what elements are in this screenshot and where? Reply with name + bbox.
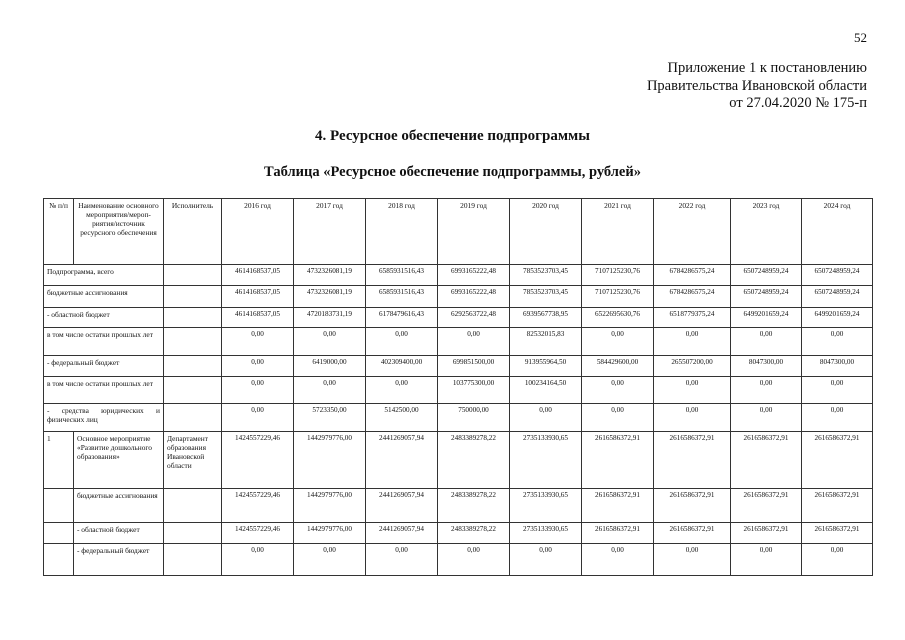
cell-value: 7853523703,45 [510,265,582,286]
table-header-row [44,199,873,265]
cell-value: 265507200,00 [654,356,731,377]
cell-value: 0,00 [366,328,438,356]
cell-value: 82532015,83 [510,328,582,356]
page-number: 52 [854,30,867,45]
cell-value: 2735133930,65 [510,523,582,544]
cell-value: 6507248959,24 [731,286,802,308]
row-executor [164,404,222,432]
cell-value: 0,00 [510,544,582,576]
cell-value: 0,00 [222,404,294,432]
cell-value: 584429600,00 [582,356,654,377]
row-executor [164,286,222,308]
cell-value: 2483389278,22 [438,523,510,544]
cell-value: 0,00 [802,544,873,576]
cell-value: 6419000,00 [294,356,366,377]
cell-value: 0,00 [222,356,294,377]
table-body [44,265,873,576]
row-executor [164,377,222,404]
event-executor: Департамент образования Ивановской области [164,432,222,489]
row-label: - областной бюджет [44,308,164,328]
row-executor [164,308,222,328]
table-row [44,377,873,404]
header-2020: 2020 год [510,199,582,265]
cell-value: 6507248959,24 [802,265,873,286]
cell-value: 5142500,00 [366,404,438,432]
header-2019: 2019 год [438,199,510,265]
cell-value: 0,00 [654,328,731,356]
cell-value: 4732326081,19 [294,286,366,308]
cell-value: 6292563722,48 [438,308,510,328]
table-row [44,432,873,489]
cell-value: 2616586372,91 [802,432,873,489]
cell-value: 8047300,00 [802,356,873,377]
cell-value: 1442979776,00 [294,432,366,489]
row-label: - федеральный бюджет [44,356,164,377]
cell-value: 0,00 [654,404,731,432]
cell-value: 0,00 [222,377,294,404]
cell-value: 6518779375,24 [654,308,731,328]
cell-value: 0,00 [731,404,802,432]
cell-value: 0,00 [510,404,582,432]
cell-value: 402309400,00 [366,356,438,377]
row-executor [164,523,222,544]
table-row [44,286,873,308]
cell-value: 5723350,00 [294,404,366,432]
cell-value: 0,00 [366,544,438,576]
table-title: Таблица «Ресурсное обеспечение подпрограммы, рублей» [264,164,641,180]
event-name: Основное мероприятие «Развитие дошкольного образования» [74,432,164,489]
resource-table [43,198,873,576]
cell-value: 1442979776,00 [294,489,366,523]
cell-value: 0,00 [731,328,802,356]
table-row [44,328,873,356]
header-2024: 2024 год [802,199,873,265]
table-row [44,544,873,576]
header-executor: Исполнитель [164,199,222,265]
cell-value: 0,00 [654,544,731,576]
cell-value: 4614168537,05 [222,308,294,328]
cell-value: 2616586372,91 [654,489,731,523]
header-2023: 2023 год [731,199,802,265]
cell-value: 2441269057,94 [366,523,438,544]
cell-value: 913955964,50 [510,356,582,377]
cell-value: 103775300,00 [438,377,510,404]
event-number: 1 [44,432,74,489]
cell-value: 0,00 [802,404,873,432]
cell-value: 2735133930,65 [510,432,582,489]
cell-value: 0,00 [802,328,873,356]
cell-value: 0,00 [438,544,510,576]
row-label: в том числе остатки прошлых лет [44,328,164,356]
empty-number [44,544,74,576]
cell-value: 0,00 [582,404,654,432]
row-executor [164,265,222,286]
cell-value: 2441269057,94 [366,432,438,489]
cell-value: 6784286575,24 [654,265,731,286]
cell-value: 4614168537,05 [222,265,294,286]
table-row [44,265,873,286]
cell-value: 2735133930,65 [510,489,582,523]
table-row [44,404,873,432]
row-label: - средства юридических и физических лиц [44,404,164,432]
cell-value: 6939567738,95 [510,308,582,328]
header-2021: 2021 год [582,199,654,265]
cell-value: 6993165222,48 [438,286,510,308]
cell-value: 0,00 [366,377,438,404]
cell-value: 1424557229,46 [222,432,294,489]
row-label: бюджетные ассигнования [44,286,164,308]
cell-value: 0,00 [222,328,294,356]
cell-value: 2616586372,91 [802,523,873,544]
cell-value: 8047300,00 [731,356,802,377]
cell-value: 0,00 [802,377,873,404]
cell-value: 0,00 [731,377,802,404]
header-2017: 2017 год [294,199,366,265]
appendix-note [647,60,867,113]
cell-value: 6499201659,24 [802,308,873,328]
cell-value: 6499201659,24 [731,308,802,328]
cell-value: 4614168537,05 [222,286,294,308]
cell-value: 4720183731,19 [294,308,366,328]
row-executor [164,489,222,523]
cell-value: 699851500,00 [438,356,510,377]
cell-value: 0,00 [294,544,366,576]
header-2022: 2022 год [654,199,731,265]
cell-value: 0,00 [654,377,731,404]
cell-value: 6585931516,43 [366,265,438,286]
cell-value: 2616586372,91 [731,489,802,523]
row-executor [164,356,222,377]
appendix-line-2: Правительства Ивановской области [646,77,867,94]
cell-value: 0,00 [438,328,510,356]
section-title: 4. Ресурсное обеспечение подпрограммы [315,128,590,144]
cell-value: 2616586372,91 [731,523,802,544]
cell-value: 0,00 [294,328,366,356]
cell-value: 2483389278,22 [438,489,510,523]
cell-value: 1424557229,46 [222,489,294,523]
cell-value: 0,00 [582,544,654,576]
row-label: в том числе остатки прошлых лет [44,377,164,404]
cell-value: 7107125230,76 [582,265,654,286]
cell-value: 1442979776,00 [294,523,366,544]
cell-value: 0,00 [294,377,366,404]
table-row [44,308,873,328]
empty-number [44,489,74,523]
cell-value: 0,00 [222,544,294,576]
cell-value: 0,00 [582,328,654,356]
cell-value: 6507248959,24 [802,286,873,308]
cell-value: 2616586372,91 [654,432,731,489]
cell-value: 2616586372,91 [654,523,731,544]
cell-value: 2441269057,94 [366,489,438,523]
cell-value: 6784286575,24 [654,286,731,308]
table-row [44,523,873,544]
row-label: бюджетные ассигнования [74,489,164,523]
cell-value: 2616586372,91 [582,432,654,489]
header-number: № п/п [44,199,74,265]
cell-value: 100234164,50 [510,377,582,404]
cell-value: 6522695630,76 [582,308,654,328]
cell-value: 7853523703,45 [510,286,582,308]
row-executor [164,328,222,356]
empty-number [44,523,74,544]
header-2018: 2018 год [366,199,438,265]
row-executor [164,544,222,576]
cell-value: 0,00 [582,377,654,404]
cell-value: 2483389278,22 [438,432,510,489]
cell-value: 4732326081,19 [294,265,366,286]
appendix-line-3: от 27.04.2020 № 175-п [729,95,867,111]
cell-value: 2616586372,91 [731,432,802,489]
header-2016: 2016 год [222,199,294,265]
cell-value: 6993165222,48 [438,265,510,286]
cell-value: 7107125230,76 [582,286,654,308]
cell-value: 2616586372,91 [582,523,654,544]
cell-value: 6507248959,24 [731,265,802,286]
cell-value: 6585931516,43 [366,286,438,308]
table-row [44,356,873,377]
row-label: - областной бюджет [74,523,164,544]
cell-value: 2616586372,91 [582,489,654,523]
row-label: Подпрограмма, всего [44,265,164,286]
row-label: - федеральный бюджет [74,544,164,576]
table-row [44,489,873,523]
cell-value: 2616586372,91 [802,489,873,523]
cell-value: 750000,00 [438,404,510,432]
cell-value: 6178479616,43 [366,308,438,328]
header-name: Наименование основного мероприятия/мероп-риятия/источник ресурсного обеспечения [74,199,164,265]
appendix-line-1: Приложение 1 к постановлению [667,60,867,76]
cell-value: 0,00 [731,544,802,576]
cell-value: 1424557229,46 [222,523,294,544]
